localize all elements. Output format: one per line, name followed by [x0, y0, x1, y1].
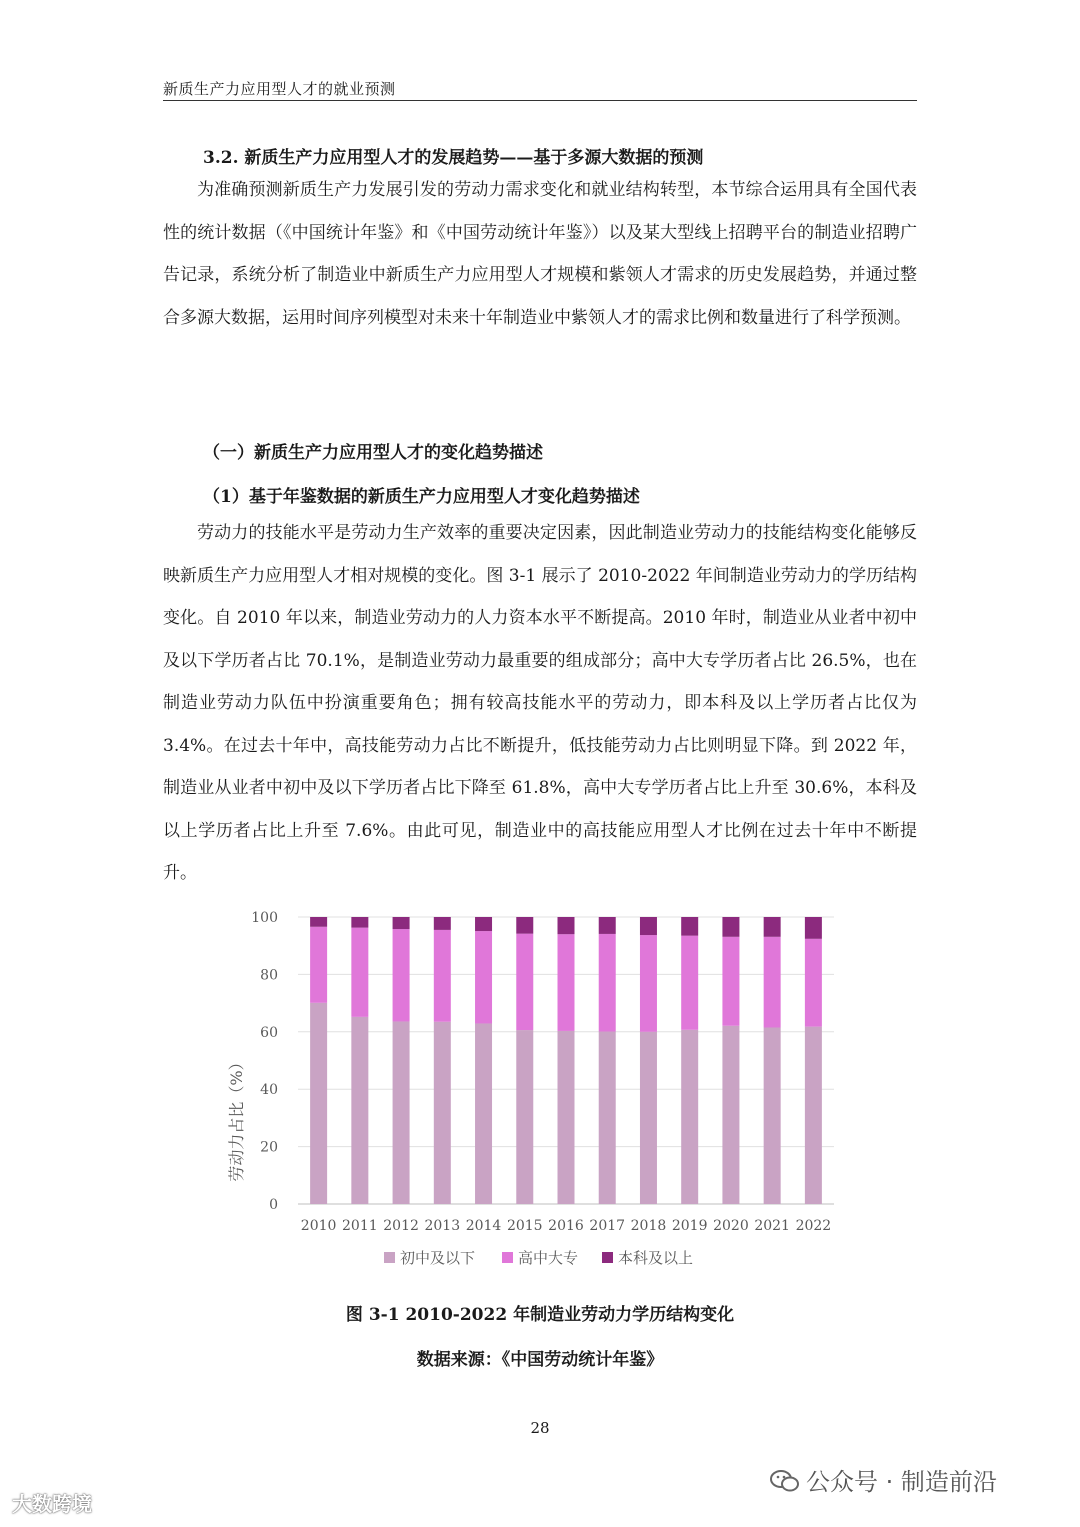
y-tick-label: 80 [260, 967, 278, 984]
bar-segment [516, 917, 533, 934]
y-tick-label: 0 [269, 1197, 278, 1213]
x-tick-label: 2016 [548, 1218, 584, 1234]
legend-swatch [602, 1252, 613, 1263]
page-number: 28 [530, 1419, 550, 1437]
bar-segment [310, 927, 327, 1003]
body-paragraph: 劳动力的技能水平是劳动力生产效率的重要决定因素，因此制造业劳动力的技能结构变化能够反映新质生产力应用型人才相对规模的变化。图 3-1 展示了 2010-2022 年间制造业劳动力的学历结构变化。自 2010 年以来，制造业劳动力的人力资本水平不断提高。2010 年时，制造业从业者中初中及以下学历者占比 70.1%，是制造业劳动力最重要的组成部分；高中大专学历者占比 26.5%，也在制造业劳动力队伍中扮演重要角色；拥有较高技能水平的劳动力，即本科及以上学历者占比仅为 3.4%。在过去十年中，高技能劳动力占比不断提升，低技能劳动力占比则明显下降。到 2022 年，制造业从业者中初中及以下学历者占比下降至 61.8%，高中大专学历者占比上升至 30.6%，本科及以上学历者占比上升至 7.6%。由此可见，制造业中的高技能应用型人才比例在过去十年中不断提升。 [163, 523, 917, 883]
y-tick-label: 20 [260, 1139, 278, 1156]
bar-segment [640, 917, 657, 935]
y-tick-label: 40 [260, 1082, 278, 1099]
bar-segment [805, 917, 822, 939]
bar-segment [475, 1023, 492, 1204]
running-header: 新质生产力应用型人才的就业预测 [163, 80, 396, 98]
bar-segment [351, 917, 368, 928]
figure-caption: 图 3-1 2010-2022 年制造业劳动力学历结构变化 [345, 1305, 735, 1325]
section-heading: 3.2. 新质生产力应用型人才的发展趋势——基于多源大数据的预测 [203, 148, 704, 168]
x-tick-label: 2019 [671, 1218, 708, 1234]
bar-segment [722, 1026, 739, 1204]
x-tick-label: 2017 [589, 1218, 626, 1234]
bar-segment [599, 917, 616, 934]
wechat-icon [770, 1469, 800, 1493]
legend-label: 高中大专 [518, 1249, 579, 1267]
x-tick-label: 2010 [300, 1218, 337, 1234]
bar-segment [722, 937, 739, 1026]
stacked-bar-chart [210, 900, 850, 1285]
legend-swatch [502, 1252, 513, 1263]
subheading-1: （一）新质生产力应用型人才的变化趋势描述 [203, 443, 543, 463]
x-tick-label: 2021 [754, 1218, 790, 1234]
x-tick-label: 2012 [383, 1218, 419, 1234]
x-tick-label: 2018 [630, 1218, 667, 1234]
bar-segment [722, 917, 739, 937]
bar-segment [434, 930, 451, 1022]
bar-segment [805, 939, 822, 1027]
watermark-right [770, 1462, 997, 1497]
bar-segment [558, 917, 575, 934]
y-tick-label: 60 [260, 1024, 278, 1041]
watermark-left [12, 1488, 92, 1517]
bar-segment [558, 934, 575, 1031]
bar-segment [351, 1017, 368, 1204]
x-tick-label: 2014 [465, 1218, 502, 1234]
y-axis-label: 劳动力占比（%） [227, 1054, 246, 1182]
bar-segment [475, 931, 492, 1023]
watermark-right-text: 公众号 · 制造前沿 [806, 1468, 997, 1496]
x-tick-label: 2011 [342, 1218, 378, 1234]
x-tick-label: 2022 [795, 1218, 832, 1234]
bar-segment [764, 1027, 781, 1204]
bar-segment [681, 917, 698, 936]
bar-segment [558, 1031, 575, 1204]
x-tick-label: 2013 [424, 1218, 461, 1234]
y-tick-label: 100 [251, 910, 278, 926]
legend-swatch [384, 1252, 395, 1263]
bar-segment [681, 1030, 698, 1204]
bar-segment [434, 1022, 451, 1204]
x-tick-label: 2015 [506, 1218, 543, 1234]
header-rule [163, 100, 917, 101]
bar-segment [310, 917, 327, 927]
legend-label: 本科及以上 [618, 1249, 694, 1267]
bar-segment [434, 917, 451, 930]
bar-segment [351, 928, 368, 1017]
bar-segment [393, 1021, 410, 1204]
legend-label: 初中及以下 [400, 1249, 476, 1267]
bar-segment [599, 934, 616, 1032]
bar-segment [764, 937, 781, 1028]
bar-segment [310, 1003, 327, 1204]
bar-segment [805, 1027, 822, 1204]
bar-segment [599, 1032, 616, 1204]
figure-source: 数据来源：《中国劳动统计年鉴》 [416, 1350, 664, 1370]
bar-segment [475, 917, 492, 931]
bar-segment [516, 1030, 533, 1204]
bar-segment [681, 936, 698, 1030]
bar-segment [640, 935, 657, 1032]
subheading-2: （1）基于年鉴数据的新质生产力应用型人才变化趋势描述 [203, 487, 640, 507]
intro-paragraph: 为准确预测新质生产力发展引发的劳动力需求变化和就业结构转型，本节综合运用具有全国代表性的统计数据（《中国统计年鉴》和《中国劳动统计年鉴》）以及某大型线上招聘平台的制造业招聘广告记录，系统分析了制造业中新质生产力应用型人才规模和紫领人才需求的历史发展趋势，并通过整合多源大数据，运用时间序列模型对未来十年制造业中紫领人才的需求比例和数量进行了科学预测。 [163, 180, 917, 328]
bar-segment [764, 917, 781, 937]
bar-segment [393, 917, 410, 929]
bar-segment [640, 1032, 657, 1204]
x-tick-label: 2020 [713, 1218, 749, 1234]
bar-segment [516, 934, 533, 1030]
bar-segment [393, 929, 410, 1021]
watermark-left-text: 大数跨境 [12, 1492, 92, 1516]
